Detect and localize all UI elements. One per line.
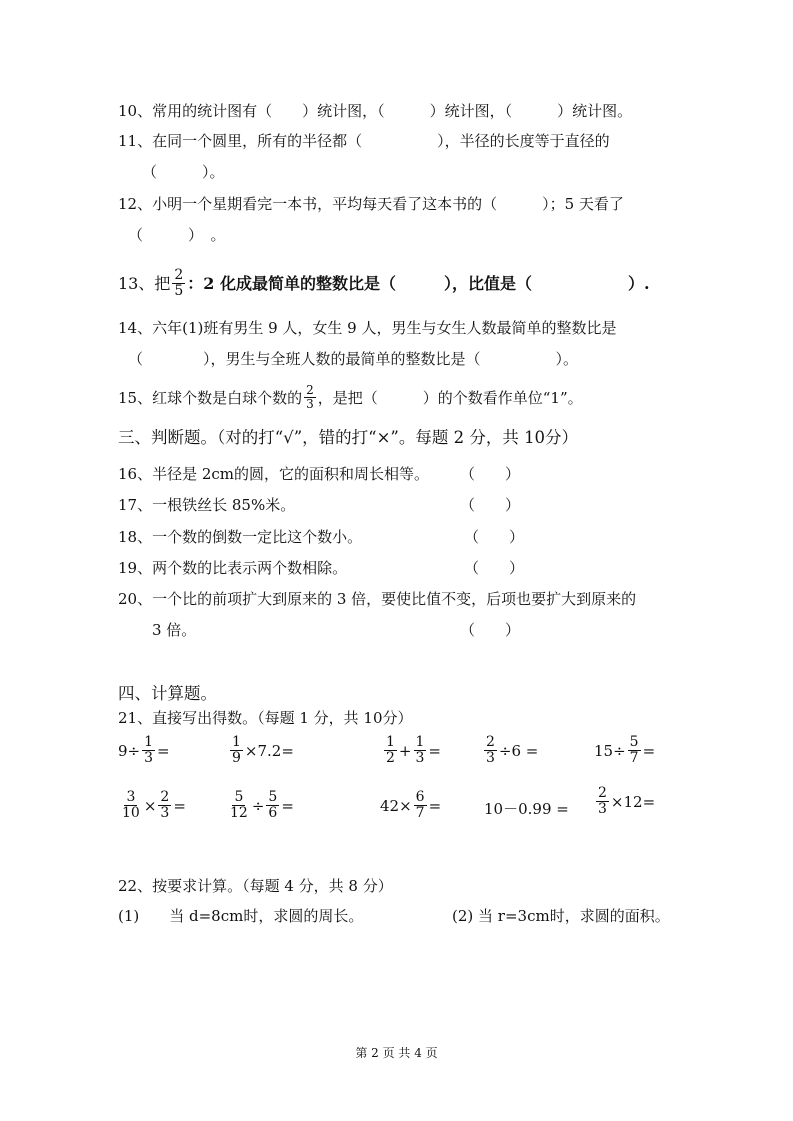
answer-paren-20: （ ） (460, 621, 521, 639)
page-footer: 第 2 页 共 4 页 (355, 1046, 438, 1060)
calc-fraction (414, 735, 427, 766)
calc-6 (118, 790, 186, 821)
question-20-line2: 3 倍。 (152, 621, 197, 639)
fraction-denominator: 6 (268, 805, 278, 821)
fraction-numerator: 2 (174, 267, 184, 283)
question-15 (118, 384, 583, 411)
fraction-numerator: 5 (234, 789, 244, 805)
question-19: 19、两个数的比表示两个数相除。 (118, 559, 348, 577)
fraction-numerator: 2 (486, 734, 495, 750)
answer-paren-16: （ ） (460, 465, 521, 483)
calc-2 (228, 735, 294, 766)
calc-3 (382, 735, 441, 766)
fraction-numerator: 2 (160, 789, 170, 805)
calc-fraction (484, 735, 497, 766)
calc-operator: × (143, 796, 157, 815)
calc-text: 42× (380, 796, 412, 815)
calc-fraction (414, 790, 427, 821)
fraction-denominator: 10 (122, 805, 140, 821)
fraction-numerator: 2 (306, 383, 314, 397)
fraction-numerator: 1 (415, 734, 425, 750)
fraction-denominator: 9 (232, 750, 241, 766)
calc-text: 9÷ (118, 741, 141, 760)
question-18: 18、一个数的倒数一定比这个数小。 (118, 528, 363, 546)
calc-text: = (428, 741, 441, 760)
question-13 (118, 268, 650, 299)
question-16: 16、半径是 2cm的圆，它的面积和周长相等。 (118, 465, 430, 483)
calc-text: = (157, 741, 170, 760)
calc-operator: + (398, 741, 412, 760)
fraction-denominator: 3 (144, 750, 154, 766)
fraction-numerator: 5 (268, 789, 278, 805)
question-11-line1: 11、在同一个圆里，所有的半径都（ ），半径的长度等于直径的 (118, 132, 610, 150)
fraction-denominator: 2 (386, 750, 395, 766)
fraction-numerator: 2 (598, 785, 607, 801)
fraction-denominator: 12 (230, 805, 248, 821)
question-12-line1: 12、小明一个星期看完一本书，平均每天看了这本书的（ ）；5 天看了 (118, 195, 624, 213)
fraction-denominator: 3 (160, 805, 170, 821)
calc-fraction (628, 735, 641, 766)
fraction-numerator: 3 (126, 789, 136, 805)
calc-fraction (120, 790, 142, 821)
question-11-line2: （ ）。 (142, 163, 225, 181)
fraction-denominator: 7 (629, 750, 639, 766)
fraction-denominator: 7 (415, 805, 425, 821)
calc-10 (594, 786, 655, 817)
calc-fraction (230, 735, 243, 766)
section-4-heading: 四、计算题。 (118, 684, 217, 703)
fraction-two-thirds (304, 384, 316, 411)
question-13-text: ：2 化成最简单的整数比是（ ），比值是（ ）. (187, 273, 650, 293)
question-22: 22、按要求计算。（每题 4 分，共 8 分） (118, 877, 393, 895)
calc-1 (118, 735, 170, 766)
calc-text: = (642, 741, 656, 760)
fraction-denominator: 3 (486, 750, 495, 766)
question-17: 17、一根铁丝长 85%米。 (118, 496, 296, 514)
calc-4 (482, 735, 538, 766)
calc-text: 15÷ (594, 741, 626, 760)
calc-text: ×12= (610, 792, 656, 811)
calc-operator: ÷ (251, 796, 265, 815)
calc-fraction (228, 790, 250, 821)
calc-fraction (158, 790, 171, 821)
question-10: 10、常用的统计图有（ ）统计图，（ ）统计图，（ ）统计图。 (118, 102, 633, 120)
calc-fraction (384, 735, 397, 766)
fraction-denominator: 5 (174, 283, 184, 299)
question-13-prefix: 13、把 (118, 273, 171, 293)
calc-text: ×7.2= (244, 741, 294, 760)
question-12-line2: （ ） 。 (128, 226, 226, 244)
calc-text: = (173, 796, 186, 815)
calc-fraction (142, 735, 155, 766)
calc-text: = (428, 796, 442, 815)
fraction-denominator: 3 (598, 801, 607, 817)
question-22-part1: (1) 当 d=8cm时，求圆的周长。 (118, 907, 364, 925)
calc-7 (226, 790, 294, 821)
question-21: 21、直接写出得数。（每题 1 分，共 10分） (118, 709, 413, 727)
fraction-two-fifths (172, 268, 185, 299)
answer-paren-18: （ ） (464, 528, 525, 546)
fraction-numerator: 1 (232, 734, 241, 750)
fraction-numerator: 1 (386, 734, 395, 750)
fraction-numerator: 1 (144, 734, 154, 750)
fraction-denominator: 3 (306, 397, 314, 411)
calc-fraction (596, 786, 609, 817)
section-3-heading: 三、判断题。（对的打“√”，错的打“×”。每题 2 分，共 10分） (118, 428, 579, 447)
calc-8 (380, 790, 441, 821)
fraction-numerator: 6 (415, 789, 425, 805)
calc-text: = (281, 796, 294, 815)
answer-paren-19: （ ） (464, 559, 525, 577)
question-15-suffix: ，是把（ ）的个数看作单位“1”。 (317, 388, 583, 407)
calc-fraction (266, 790, 279, 821)
fraction-numerator: 5 (629, 734, 639, 750)
question-14-line1: 14、六年(1)班有男生 9 人，女生 9 人，男生与女生人数最简单的整数比是 (118, 319, 617, 337)
calc-5 (594, 735, 655, 766)
answer-paren-17: （ ） (460, 496, 521, 514)
question-20-line1: 20、一个比的前项扩大到原来的 3 倍，要使比值不变，后项也要扩大到原来的 (118, 590, 637, 608)
calc-text: ÷6 = (498, 741, 539, 760)
question-22-part2: (2) 当 r=3cm时，求圆的面积。 (452, 907, 670, 925)
fraction-denominator: 3 (415, 750, 425, 766)
question-14-line2: （ ），男生与全班人数的最简单的整数比是（ ）。 (128, 350, 579, 368)
calc-9: 10－0.99 = (484, 800, 569, 818)
question-15-prefix: 15、红球个数是白球个数的 (118, 388, 303, 407)
